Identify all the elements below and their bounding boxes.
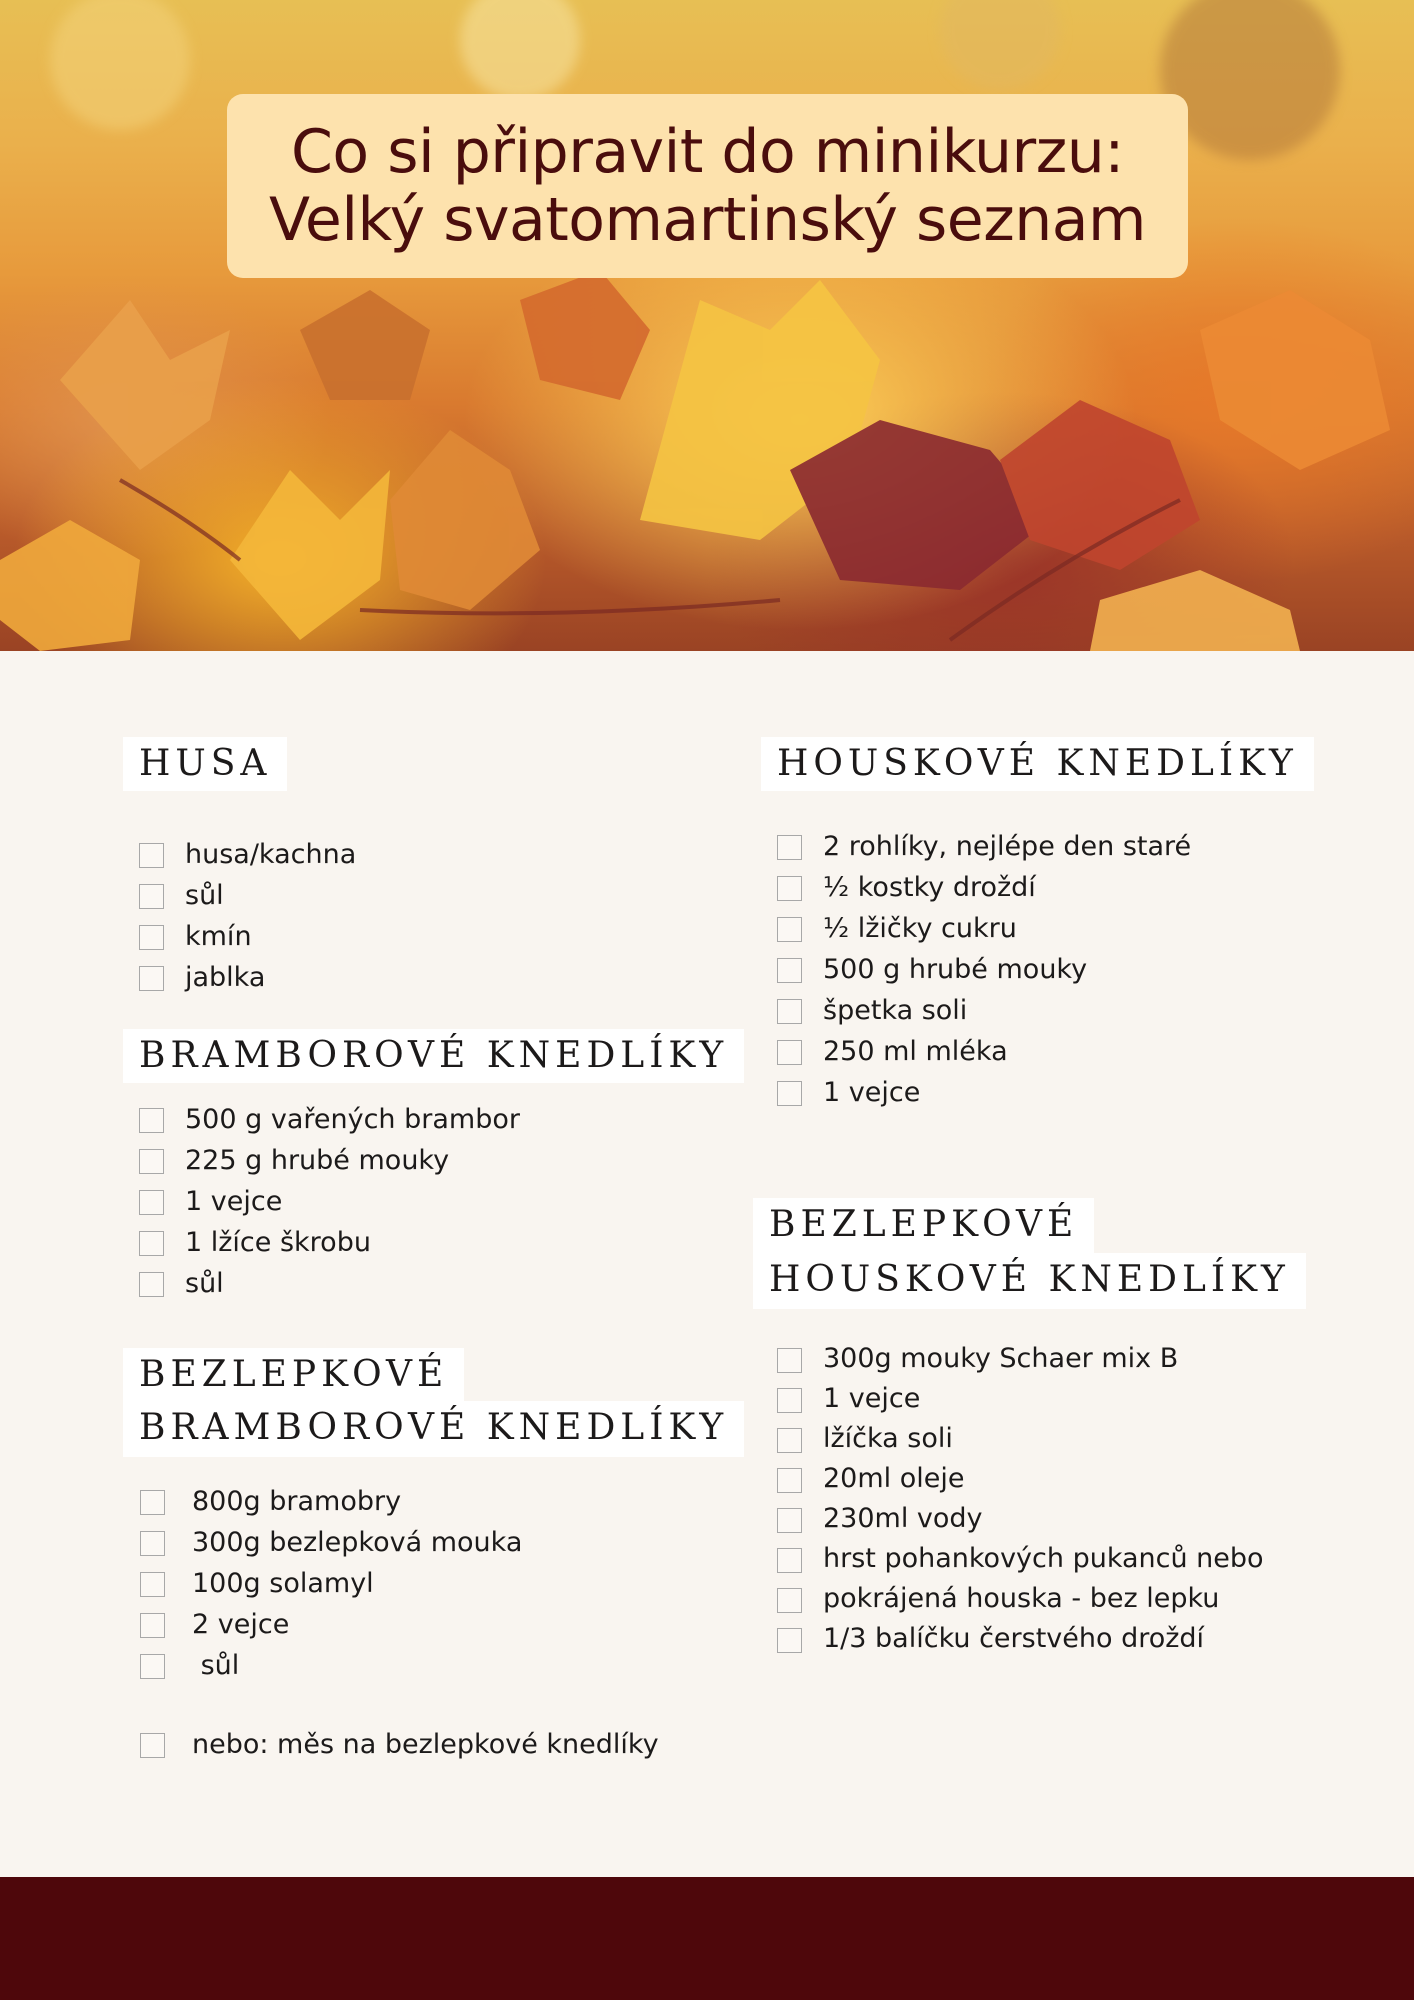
checkbox-icon[interactable] <box>777 1588 802 1613</box>
heading-houskove-knedliky-text: HOUSKOVÉ KNEDLÍKY <box>777 743 1298 784</box>
checkbox-icon[interactable] <box>777 1548 802 1573</box>
checkbox-icon[interactable] <box>140 1572 165 1597</box>
checklist-husa <box>139 834 356 998</box>
checkbox-icon[interactable] <box>777 876 802 901</box>
checkbox-icon[interactable] <box>139 925 164 950</box>
heading-bezlepkove-bramborove-text-1: BEZLEPKOVÉ <box>139 1354 449 1395</box>
item-label: lžíčka soli <box>823 1423 953 1454</box>
item-label: pokrájená houska - bez lepku <box>823 1583 1220 1614</box>
checkbox-icon[interactable] <box>777 1081 802 1106</box>
checklist-bezlepkove-bramborove-knedliky <box>140 1481 522 1686</box>
list-item <box>139 1140 520 1181</box>
list-item <box>777 826 1191 867</box>
item-label: 100g solamyl <box>192 1568 374 1599</box>
heading-bezlepkove-houskove-line-1 <box>753 1198 1094 1254</box>
checkbox-icon[interactable] <box>777 917 802 942</box>
item-label: ½ lžičky cukru <box>823 913 1017 944</box>
page-title-line-2: Velký svatomartinský seznam <box>269 185 1146 255</box>
list-item <box>139 1263 520 1304</box>
checkbox-icon[interactable] <box>140 1613 165 1638</box>
item-label: 1 vejce <box>823 1077 921 1108</box>
checkbox-icon[interactable] <box>139 1108 164 1133</box>
list-item <box>140 1724 659 1765</box>
item-label: 300g bezlepková mouka <box>192 1527 523 1558</box>
heading-bezlepkove-bramborove-text-2: BRAMBOROVÉ KNEDLÍKY <box>139 1407 729 1448</box>
item-label: 2 rohlíky, nejlépe den staré <box>823 831 1192 862</box>
list-item <box>777 1379 1264 1419</box>
heading-bezlepkove-houskove-text-1: BEZLEPKOVÉ <box>769 1204 1079 1245</box>
item-label: 1/3 balíčku čerstvého droždí <box>823 1623 1205 1654</box>
checkbox-icon[interactable] <box>140 1654 165 1679</box>
checklist-houskove-knedliky <box>777 826 1191 1113</box>
checkbox-icon[interactable] <box>140 1490 165 1515</box>
list-item <box>139 1099 520 1140</box>
item-label: sůl <box>192 1650 240 1681</box>
item-label: 20ml oleje <box>823 1463 965 1494</box>
list-item <box>139 1222 520 1263</box>
checkbox-icon[interactable] <box>140 1531 165 1556</box>
heading-bezlepkove-houskove-text-2: HOUSKOVÉ KNEDLÍKY <box>769 1259 1290 1300</box>
checkbox-icon[interactable] <box>777 835 802 860</box>
list-item <box>777 1539 1264 1579</box>
list-item <box>139 1181 520 1222</box>
list-item <box>777 1579 1264 1619</box>
item-label: ½ kostky droždí <box>823 872 1036 903</box>
heading-bramborove-knedliky <box>123 1029 744 1083</box>
list-item <box>139 916 356 957</box>
list-item <box>140 1645 522 1686</box>
item-label: 250 ml mléka <box>823 1036 1008 1067</box>
title-banner <box>227 94 1188 278</box>
checkbox-icon[interactable] <box>139 1149 164 1174</box>
checkbox-icon[interactable] <box>139 1231 164 1256</box>
list-item <box>777 908 1191 949</box>
checklist-bramborove-knedliky <box>139 1099 520 1304</box>
footer-bar <box>0 1877 1414 2000</box>
checkbox-icon[interactable] <box>139 884 164 909</box>
item-label: husa/kachna <box>185 839 357 870</box>
list-item <box>777 1072 1191 1113</box>
item-label: sůl <box>185 880 224 911</box>
item-label: 300g mouky Schaer mix B <box>823 1343 1179 1374</box>
list-item <box>777 1031 1191 1072</box>
item-label: špetka soli <box>823 995 968 1026</box>
list-item <box>140 1481 522 1522</box>
item-label: 800g bramobry <box>192 1486 402 1517</box>
heading-houskove-knedliky <box>761 737 1314 791</box>
item-label: 500 g hrubé mouky <box>823 954 1088 985</box>
checklist-bezlepkove-alternative <box>140 1724 659 1765</box>
item-label: jablka <box>185 962 266 993</box>
checkbox-icon[interactable] <box>777 1508 802 1533</box>
checkbox-icon[interactable] <box>777 999 802 1024</box>
checkbox-icon[interactable] <box>139 1190 164 1215</box>
checkbox-icon[interactable] <box>140 1733 165 1758</box>
checkbox-icon[interactable] <box>139 1272 164 1297</box>
item-label: hrst pohankových pukanců nebo <box>823 1543 1264 1574</box>
checkbox-icon[interactable] <box>777 1348 802 1373</box>
checkbox-icon[interactable] <box>777 1040 802 1065</box>
item-label: 230ml vody <box>823 1503 983 1534</box>
list-item <box>139 834 356 875</box>
list-item <box>777 949 1191 990</box>
list-item <box>140 1604 522 1645</box>
item-label: 1 lžíce škrobu <box>185 1227 371 1258</box>
heading-bezlepkove-houskove-line-2 <box>753 1253 1306 1309</box>
heading-husa-text: HUSA <box>139 743 272 784</box>
page-title-line-1: Co si připravit do minikurzu: <box>291 117 1124 187</box>
item-label: kmín <box>185 921 252 952</box>
checkbox-icon[interactable] <box>777 1428 802 1453</box>
item-label: 1 vejce <box>185 1186 283 1217</box>
heading-bezlepkove-bramborove-line-1 <box>123 1348 464 1404</box>
item-label: 500 g vařených brambor <box>185 1104 520 1135</box>
checkbox-icon[interactable] <box>139 843 164 868</box>
list-item <box>139 957 356 998</box>
heading-bramborove-knedliky-text: BRAMBOROVÉ KNEDLÍKY <box>139 1035 729 1076</box>
list-item <box>777 1499 1264 1539</box>
list-item <box>777 1459 1264 1499</box>
item-label: 1 vejce <box>823 1383 921 1414</box>
item-label: nebo: měs na bezlepkové knedlíky <box>192 1729 659 1760</box>
checkbox-icon[interactable] <box>777 1388 802 1413</box>
item-label: 2 vejce <box>192 1609 290 1640</box>
list-item <box>140 1563 522 1604</box>
checklist-bezlepkove-houskove-knedliky <box>777 1339 1264 1659</box>
list-item <box>777 1339 1264 1379</box>
checkbox-icon[interactable] <box>777 958 802 983</box>
heading-bezlepkove-bramborove-line-2 <box>123 1401 744 1457</box>
list-item <box>777 867 1191 908</box>
list-item <box>140 1522 522 1563</box>
list-item <box>139 875 356 916</box>
hero-autumn-leaves-image <box>0 0 1414 651</box>
heading-husa <box>123 737 287 791</box>
list-item <box>777 990 1191 1031</box>
checkbox-icon[interactable] <box>777 1468 802 1493</box>
item-label: sůl <box>185 1268 224 1299</box>
checkbox-icon[interactable] <box>139 966 164 991</box>
checkbox-icon[interactable] <box>777 1628 802 1653</box>
list-item <box>777 1419 1264 1459</box>
item-label: 225 g hrubé mouky <box>185 1145 450 1176</box>
list-item <box>777 1619 1264 1659</box>
